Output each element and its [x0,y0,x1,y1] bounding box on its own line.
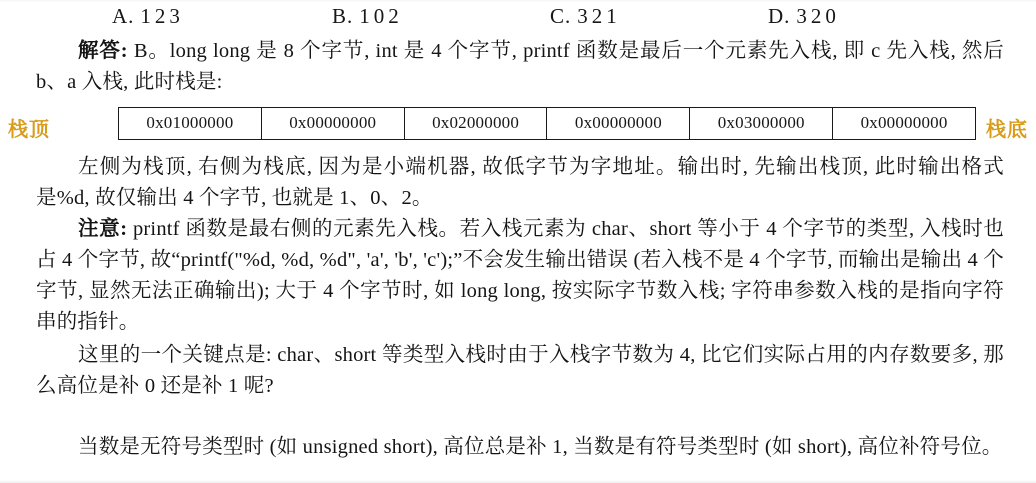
stack-cell-3: 0x00000000 [547,108,690,140]
below-stack-paragraph: 左侧为栈顶, 右侧为栈底, 因为是小端机器, 故低字节为字地址。输出时, 先输出栈顶, 此时输出格式是%d, 故仅输出 4 个字节, 也就是 1、0、2。 [36,156,1004,209]
answer-options-row [0,4,1036,34]
option-a-label: A. [112,4,135,28]
option-d [768,4,840,29]
table-row [119,108,976,140]
stack-table [118,107,976,140]
note-text: printf 函数是最右侧的元素先入栈。若入栈元素为 char、short 等小于 4 个字节的类型, 入栈时也占 4 个字节, 故“printf("%d, %d, %d", 'a', 'b', 'c');”不会发生输出错误 (若入栈不是 4 个字节, 而输出是输出 4 个字节, 显然无法正确输出); 大于 4 个字节时, 如 long long, 按实际字节数入栈; 字符串参数入栈的是指向字符串的指针。 [36,218,1004,333]
option-b-value: 102 [359,4,403,28]
stack-top-label: 栈顶 [8,119,50,141]
option-d-label: D. [768,4,791,28]
key-point-paragraph: 这里的一个关键点是: char、short 等类型入栈时由于入栈字节数为 4, 比它们实际占用的内存数要多, 那么高位是补 0 还是补 1 呢? [36,344,1004,397]
answer-paragraph [36,36,1004,98]
answer-text: B。long long 是 8 个字节, int 是 4 个字节, printf 函数是最后一个元素先入栈, 即 c 先入栈, 然后 b、a 入栈, 此时栈是: [36,40,1004,93]
option-b-label: B. [332,4,354,28]
stack-cell-1: 0x00000000 [261,108,404,140]
option-a [112,4,184,29]
answer-prefix: 解答: [78,40,128,62]
option-c-label: C. [550,4,572,28]
stack-diagram [0,107,1036,143]
option-b [332,4,403,29]
option-c [550,4,621,29]
stack-cell-5: 0x00000000 [833,108,976,140]
note-prefix: 注意: [78,218,128,240]
stack-cell-2: 0x02000000 [404,108,547,140]
option-a-value: 123 [140,4,184,28]
stack-cell-0: 0x01000000 [119,108,262,140]
note-paragraph [36,214,1004,338]
stack-cell-4: 0x03000000 [690,108,833,140]
stack-bottom-label: 栈底 [986,119,1028,141]
page-top-edge [0,0,1036,2]
sign-bit-paragraph: 当数是无符号类型时 (如 unsigned short), 高位总是补 1, 当数是有符号类型时 (如 short), 高位补符号位。 [78,436,1003,458]
option-d-value: 320 [796,4,840,28]
option-c-value: 321 [577,4,621,28]
